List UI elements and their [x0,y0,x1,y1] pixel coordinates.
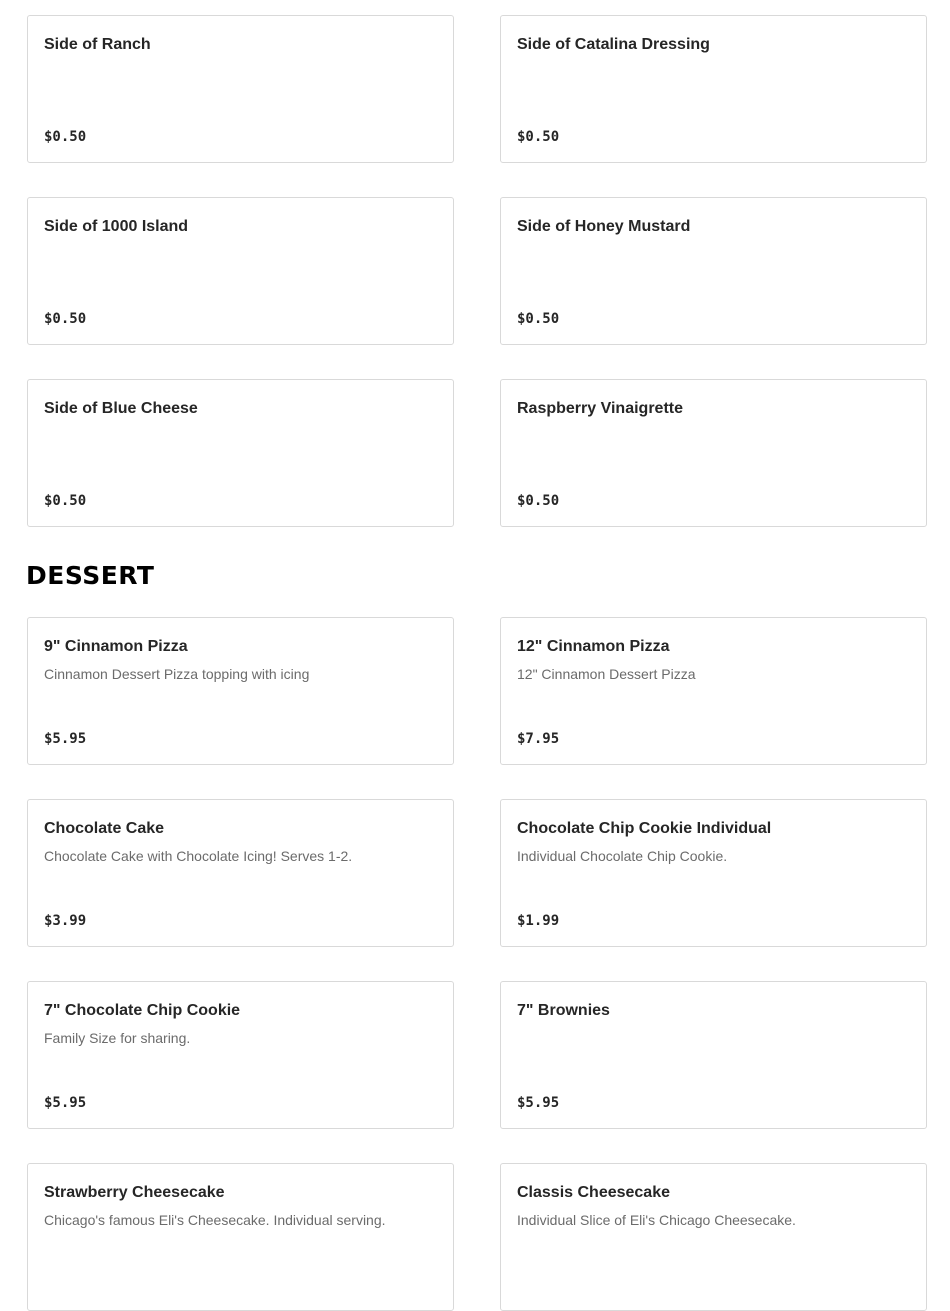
item-description: Individual Slice of Eli's Chicago Cheesecake. [517,1212,796,1228]
menu-item-card[interactable] [500,15,927,163]
item-name: Classis Cheesecake [517,1184,670,1201]
item-name: Side of Honey Mustard [517,218,691,235]
menu-item-card[interactable] [27,379,454,527]
item-description: 12" Cinnamon Dessert Pizza [517,666,696,682]
menu-item-card[interactable] [500,197,927,345]
item-name: Side of Catalina Dressing [517,36,710,53]
item-price: $3.99 [44,913,87,929]
item-price: $5.95 [44,1095,87,1111]
section-title-dessert: DESSERT [26,561,155,590]
item-name: 7" Brownies [517,1002,610,1019]
item-name: Side of Blue Cheese [44,400,198,417]
item-price: $0.50 [517,129,560,145]
item-name: Raspberry Vinaigrette [517,400,683,417]
item-description: Cinnamon Dessert Pizza topping with icing [44,666,310,682]
item-name: Chocolate Cake [44,820,165,837]
item-name: Strawberry Cheesecake [44,1184,225,1201]
item-price: $5.95 [517,1095,560,1111]
menu-item-card[interactable] [500,799,927,947]
item-description: Chicago's famous Eli's Cheesecake. Individual serving. [44,1212,386,1228]
menu-item-card[interactable] [27,981,454,1129]
item-name: 12" Cinnamon Pizza [517,638,670,655]
menu-item-card[interactable] [27,617,454,765]
menu-item-card[interactable] [27,197,454,345]
item-name: 9" Cinnamon Pizza [44,638,188,655]
item-price: $1.99 [517,913,560,929]
item-description: Individual Chocolate Chip Cookie. [517,848,728,864]
item-price: $5.95 [44,731,87,747]
menu-item-card[interactable] [500,981,927,1129]
item-name: 7" Chocolate Chip Cookie [44,1002,241,1019]
item-name: Side of Ranch [44,36,151,53]
item-price: $0.50 [44,129,87,145]
menu-item-card[interactable] [27,1163,454,1311]
item-description: Chocolate Cake with Chocolate Icing! Serves 1-2. [44,848,353,864]
item-name: Chocolate Chip Cookie Individual [517,820,772,837]
menu-item-card[interactable] [500,379,927,527]
item-price: $0.50 [44,493,87,509]
item-price: $0.50 [517,493,560,509]
menu-item-card[interactable] [27,799,454,947]
item-description: Family Size for sharing. [44,1030,191,1046]
menu-item-card[interactable] [500,617,927,765]
menu-item-card[interactable] [27,15,454,163]
item-price: $0.50 [517,311,560,327]
item-price: $0.50 [44,311,87,327]
item-price: $7.95 [517,731,560,747]
item-name: Side of 1000 Island [44,218,189,235]
menu-item-card[interactable] [500,1163,927,1311]
